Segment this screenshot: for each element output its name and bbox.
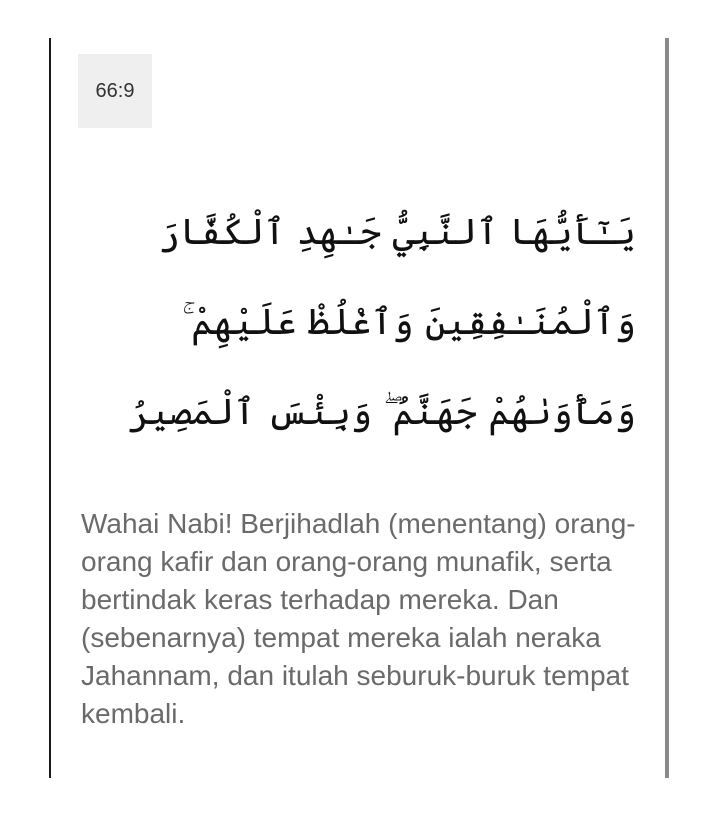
verse-translation: Wahai Nabi! Berjihadlah (menentang) orang-orang kafir dan orang-orang munafik, serta bertindak keras terhadap mereka. Dan (sebenarnya) tempat mereka ialah neraka Jahannam, dan itulah seburuk-buruk tempat kembali. bbox=[81, 508, 636, 729]
verse-number-badge: 66:9 bbox=[78, 54, 152, 128]
scrollbar[interactable] bbox=[665, 38, 669, 778]
arabic-verse-text: يَـٰٓأَيُّهَا ٱلنَّبِيُّ جَـٰهِدِ ٱلْكُفَّارَ وَٱلْمُنَـٰفِقِينَ وَٱغْلُظْ عَلَيْهِمْ ۚ وَمَأْوَىٰهُمْ جَهَنَّمُ ۖ وَبِئْسَ ٱلْمَصِيرُ bbox=[128, 212, 636, 433]
verse-card[interactable] bbox=[51, 38, 665, 778]
